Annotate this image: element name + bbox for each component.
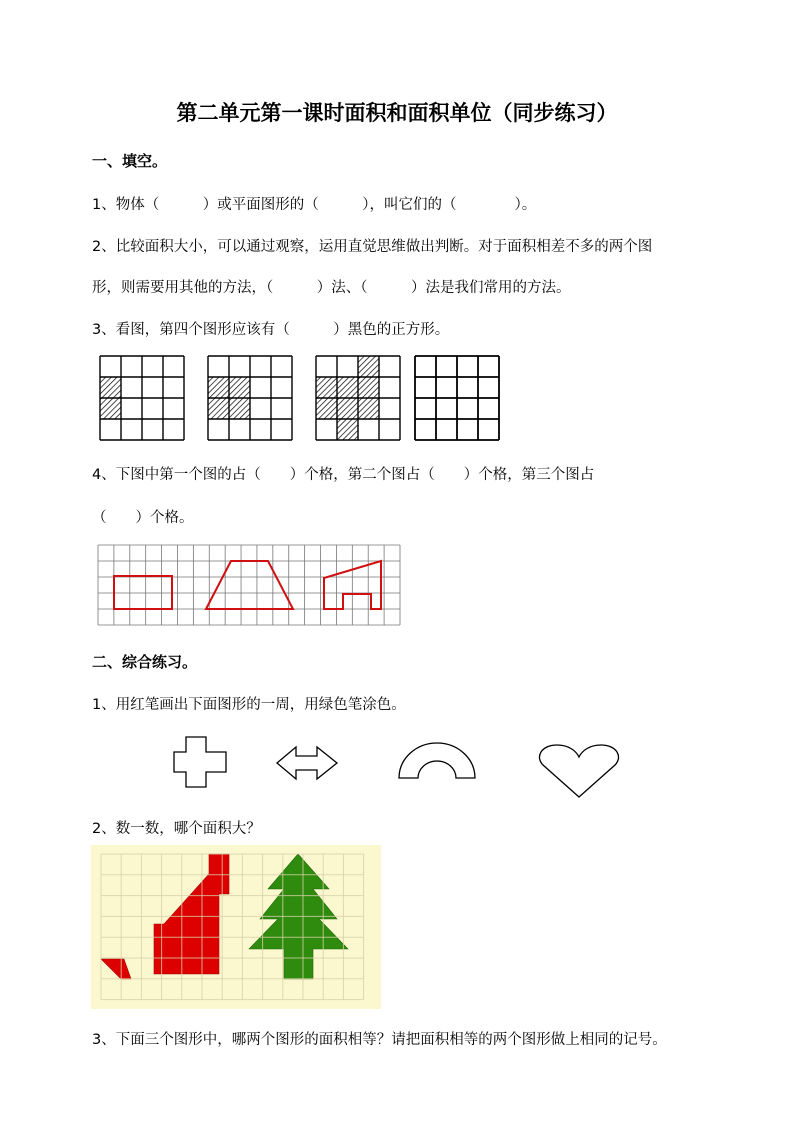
hatched-square — [358, 356, 379, 377]
cross-shape — [174, 737, 226, 787]
hatched-square — [100, 377, 121, 398]
hatched-square — [337, 419, 358, 440]
question-2-3: 3、下面三个图形中，哪两个图形的面积相等？请把面积相等的两个图形做上相同的记号。 — [92, 1032, 667, 1048]
page-title: 第二单元第一课时面积和面积单位（同步练习） — [176, 101, 618, 125]
question-1-4-line2: （ ）个格。 — [92, 510, 194, 526]
heart-shape — [539, 745, 618, 797]
hatched-square — [316, 377, 337, 398]
section2-heading: 二、综合练习。 — [92, 653, 198, 671]
pattern-grid-3 — [316, 356, 400, 440]
pattern-grid-4 — [415, 356, 499, 440]
hatched-square — [229, 377, 250, 398]
hatched-square — [358, 398, 379, 419]
hatched-square — [208, 377, 229, 398]
pattern-grid-1 — [100, 356, 184, 440]
section1-heading: 一、填空。 — [92, 152, 168, 170]
trapezoid-shape — [206, 561, 293, 609]
double-arrow-shape — [277, 747, 337, 779]
hatched-square — [316, 398, 337, 419]
question-1-2-line1: 2、比较面积大小，可以通过观察，运用直觉思维做出判断。对于面积相差不多的两个图 — [92, 239, 653, 255]
pattern-grids-figure — [100, 354, 502, 442]
question-1-3: 3、看图，第四个图形应该有（ ）黑色的正方形。 — [92, 322, 450, 338]
outline-shapes-figure — [160, 735, 640, 801]
count-grid-figure — [98, 545, 401, 630]
question-1-1: 1、物体（ ）或平面图形的（ ），叫它们的（ ）。 — [92, 197, 537, 213]
arch-shape — [399, 743, 475, 778]
question-1-2-line2: 形，则需要用其他的方法，（ ）法、（ ）法是我们常用的方法。 — [92, 280, 571, 296]
hatched-square — [337, 398, 358, 419]
hatched-square — [358, 377, 379, 398]
hatched-square — [208, 398, 229, 419]
hatched-square — [229, 398, 250, 419]
question-1-4-line1: 4、下图中第一个图的占（ ）个格，第二个图占（ ）个格，第三个图占 — [92, 467, 595, 483]
question-2-2: 2、数一数，哪个面积大？ — [92, 821, 261, 837]
hatched-square — [337, 377, 358, 398]
hatched-square — [100, 398, 121, 419]
rectangle-shape — [114, 576, 172, 609]
question-2-1: 1、用红笔画出下面图形的一周，用绿色笔涂色。 — [92, 697, 406, 713]
area-compare-figure — [91, 845, 381, 1009]
pattern-grid-2 — [208, 356, 292, 440]
